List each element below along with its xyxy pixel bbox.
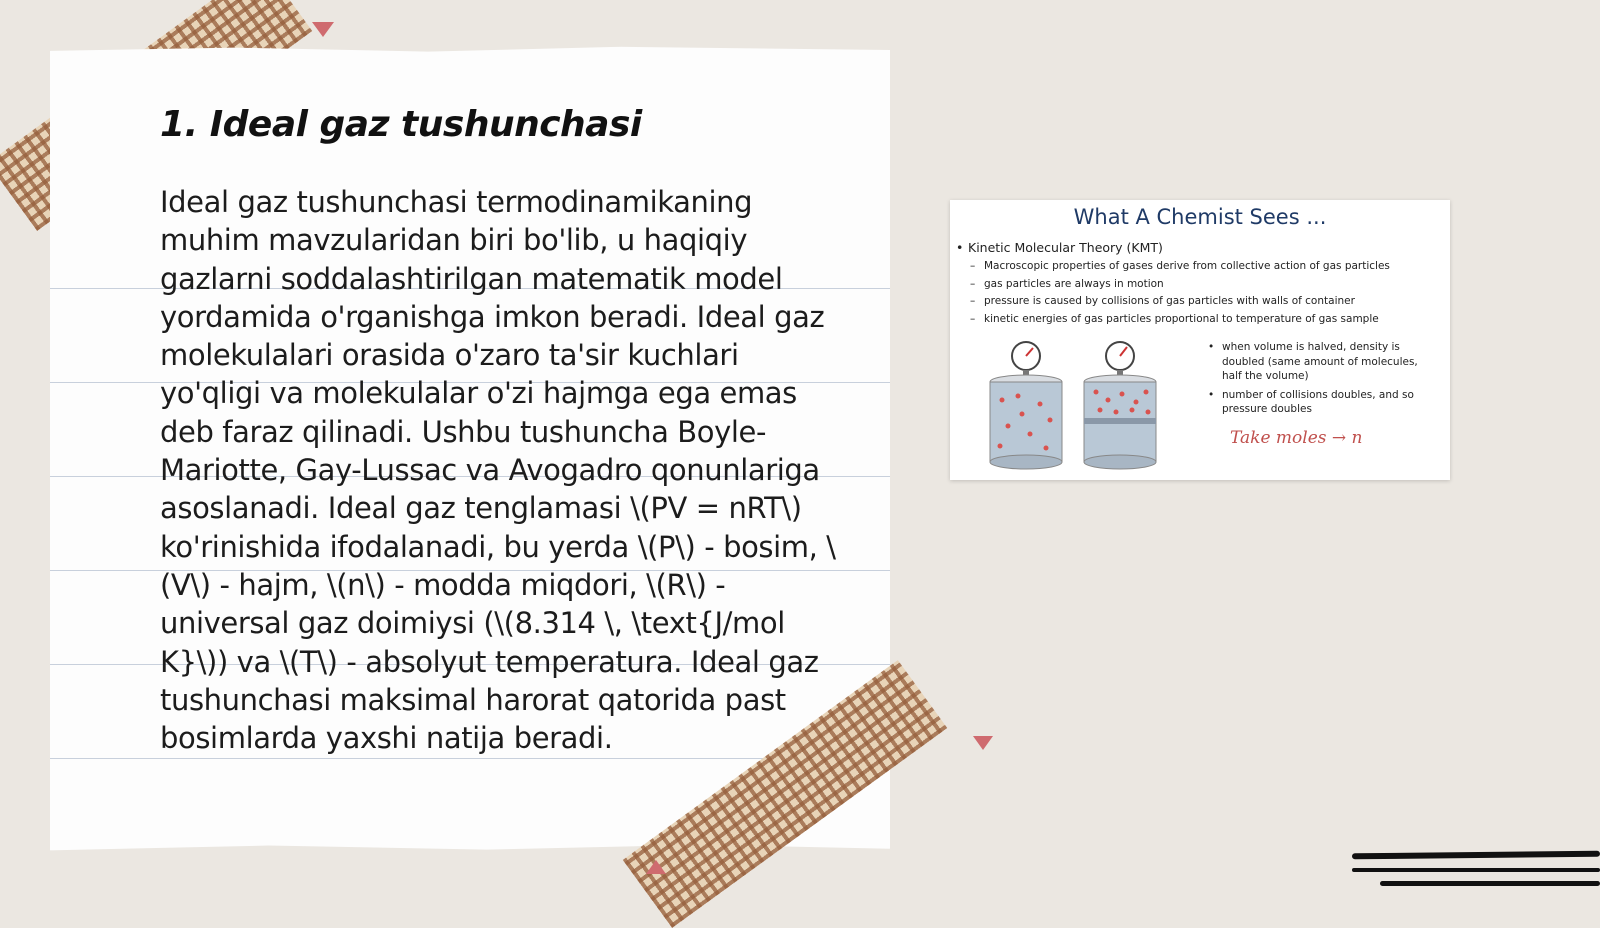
brush-stroke-decoration: [1380, 881, 1600, 886]
inset-title: What A Chemist Sees ...: [1073, 205, 1327, 229]
slide-title: 1. Ideal gaz tushunchasi: [160, 104, 642, 145]
kmt-slide-image: [950, 200, 1450, 480]
inset-side-bullet: • number of collisions doubles, and so pressure doubles: [1222, 388, 1437, 417]
inset-sub-bullets: [984, 260, 1390, 330]
inset-sub-bullet: – Macroscopic properties of gases derive from collective action of gas particles: [984, 260, 1390, 278]
brush-stroke-decoration: [1352, 851, 1600, 860]
inset-sub-bullet: – pressure is caused by collisions of gas particles with walls of container: [984, 295, 1390, 313]
tape-corner-accent: [646, 860, 666, 874]
inset-sub-bullet: – kinetic energies of gas particles proportional to temperature of gas sample: [984, 313, 1390, 331]
gas-cylinders-illustration: [950, 330, 1210, 480]
tape-corner-accent: [312, 22, 334, 37]
inset-main-bullet: • Kinetic Molecular Theory (KMT): [968, 240, 1163, 255]
cylinder-right: [1084, 342, 1156, 469]
brush-stroke-decoration: [1352, 868, 1600, 872]
cylinder-left: [990, 342, 1062, 469]
inset-handwritten-note: Take moles → n: [1230, 428, 1363, 448]
inset-side-bullet: • when volume is halved, density is doubled (same amount of molecules, half the volume): [1222, 340, 1437, 384]
tape-corner-accent: [973, 736, 993, 750]
slide-body-text: Ideal gaz tushunchasi termodinamikaning muhim mavzularidan biri bo'lib, u haqiqiy gazlarni soddalashtirilgan matematik model yordamida o'rganishga imkon beradi. Ideal gaz molekulalari orasida o'zaro ta'sir kuchlari yo'qligi va molekulalar o'zi hajmga ega emas deb faraz qilinadi. Ushbu tushuncha Boyle-Mariotte, Gay-Lussac va Avogadro qonunlariga asoslanadi. Ideal gaz tenglamasi \(PV = nRT\) ko'rinishida ifodalanadi, bu yerda \(P\) - bosim, \(V\) - hajm, \(n\) - modda miqdori, \(R\) - universal gaz doimiysi (\(8.314 \, \text{J/mol K}\)) va \(T\) - absolyut temperatura. Ideal gaz tushunchasi maksimal harorat qatorida past bosimlarda yaxshi natija beradi.: [160, 185, 836, 756]
inset-sub-bullet: – gas particles are always in motion: [984, 278, 1390, 296]
inset-side-bullets: [1222, 340, 1437, 421]
